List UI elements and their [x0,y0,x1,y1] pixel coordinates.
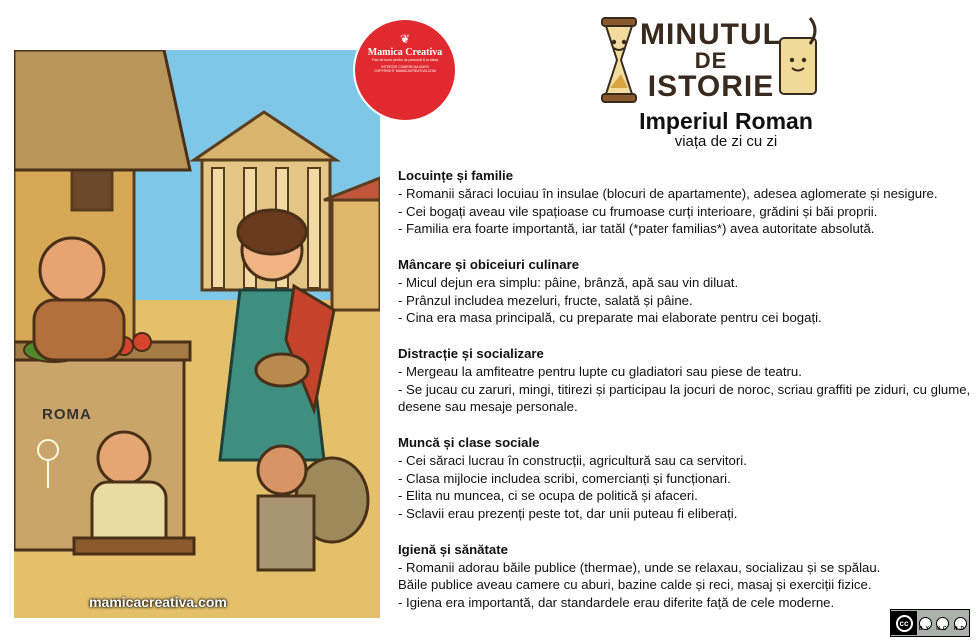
section-line: - Sclavii erau prezenți peste tot, dar unii puteau fi eliberați. [398,506,738,522]
section-heading: Muncă și clase sociale [398,434,540,450]
badge-note-2: COPYRIGHT MAMICACREATIVA.COM [374,69,436,74]
section-heading: Locuințe și familie [398,168,514,183]
section-line: - Prânzul includea mezeluri, fructe, salată și pâine. [398,292,693,308]
badge-tagline: Fise de lucru pentru uz personal & la clasa [371,58,439,62]
section-line: - Micul dejun era simplu: pâine, brânză, apă sau vin diluat. [398,274,739,290]
section-line: - Cei bogați aveau vile spațioase cu frumoase curți interioare, grădini și băi proprii. [398,203,878,219]
logo-line-2: DE [694,48,728,73]
page-title: Imperiul Roman [639,108,813,134]
cc-logo-icon: cc [891,611,917,635]
section-line: - Romanii adorau băile publice (thermae), unde se relaxau, socializau și se spălau. [398,559,881,575]
section-work [398,434,972,523]
section-line: - Cina era masa principală, cu preparate mai elaborate pentru cei bogați. [398,310,822,326]
section-line: - Elita nu muncea, ci se ocupa de politică și afaceri. [398,488,698,504]
roman-market-scene [14,50,380,618]
website-watermark: mamicacreativa.com [89,594,227,610]
section-line: - Romanii săraci locuiau în insulae (blocuri de apartamente), adesea aglomerate și nesigure. [398,185,938,201]
badge-brand: Mamica Creativa [367,47,443,58]
section-hygiene [398,541,972,612]
brand-badge [355,20,455,120]
section-line: - Mergeau la amfiteatre pentru lupte cu gladiatori sau piese de teatru. [398,363,802,379]
minutul-de-istorie-logo [584,10,824,110]
section-heading: Mâncare și obiceiuri culinare [398,256,580,272]
hourglass-mascot-icon [602,18,636,102]
article-body [398,167,972,630]
badge-note-1: INTERZIS COMERCIALIZARII [381,64,429,69]
section-line: - Familia era foarte importantă, iar tatăl (*pater familias*) avea autoritate absolută. [398,221,875,237]
license-tags: BY NC ND [919,626,968,632]
section-line: Băile publice aveau camere cu aburi, bazine calde și reci, masaj și exerciții fizice. [398,577,872,593]
section-food [398,256,972,327]
logo-line-1: MINUTUL [640,18,782,51]
illustration [14,50,380,618]
logo-line-3: ISTORIE [647,70,775,103]
section-housing [398,167,972,238]
section-heading: Igienă și sănătate [398,541,508,557]
page-subtitle: viața de zi cu zi [674,133,778,150]
cc-license-badge[interactable] [890,609,970,637]
section-line: - Clasa mijlocie includea scribi, comercianți și funcționari. [398,470,731,486]
butterfly-icon: ❦ [399,32,411,46]
section-heading: Distracție și socializare [398,345,544,361]
roma-sign: ROMA [42,406,92,423]
section-line: - Cei săraci lucrau în construcții, agricultură sau ca servitori. [398,452,747,468]
section-line: - Se jucau cu zaruri, mingi, titirezi și participau la jocuri de noroc, scriau graffiti pe ziduri, cu glume, desene sau mesaje personale. [398,381,971,415]
section-entertainment [398,345,972,416]
section-line: - Igiena era importantă, dar standardele erau diferite față de cele moderne. [398,595,835,611]
